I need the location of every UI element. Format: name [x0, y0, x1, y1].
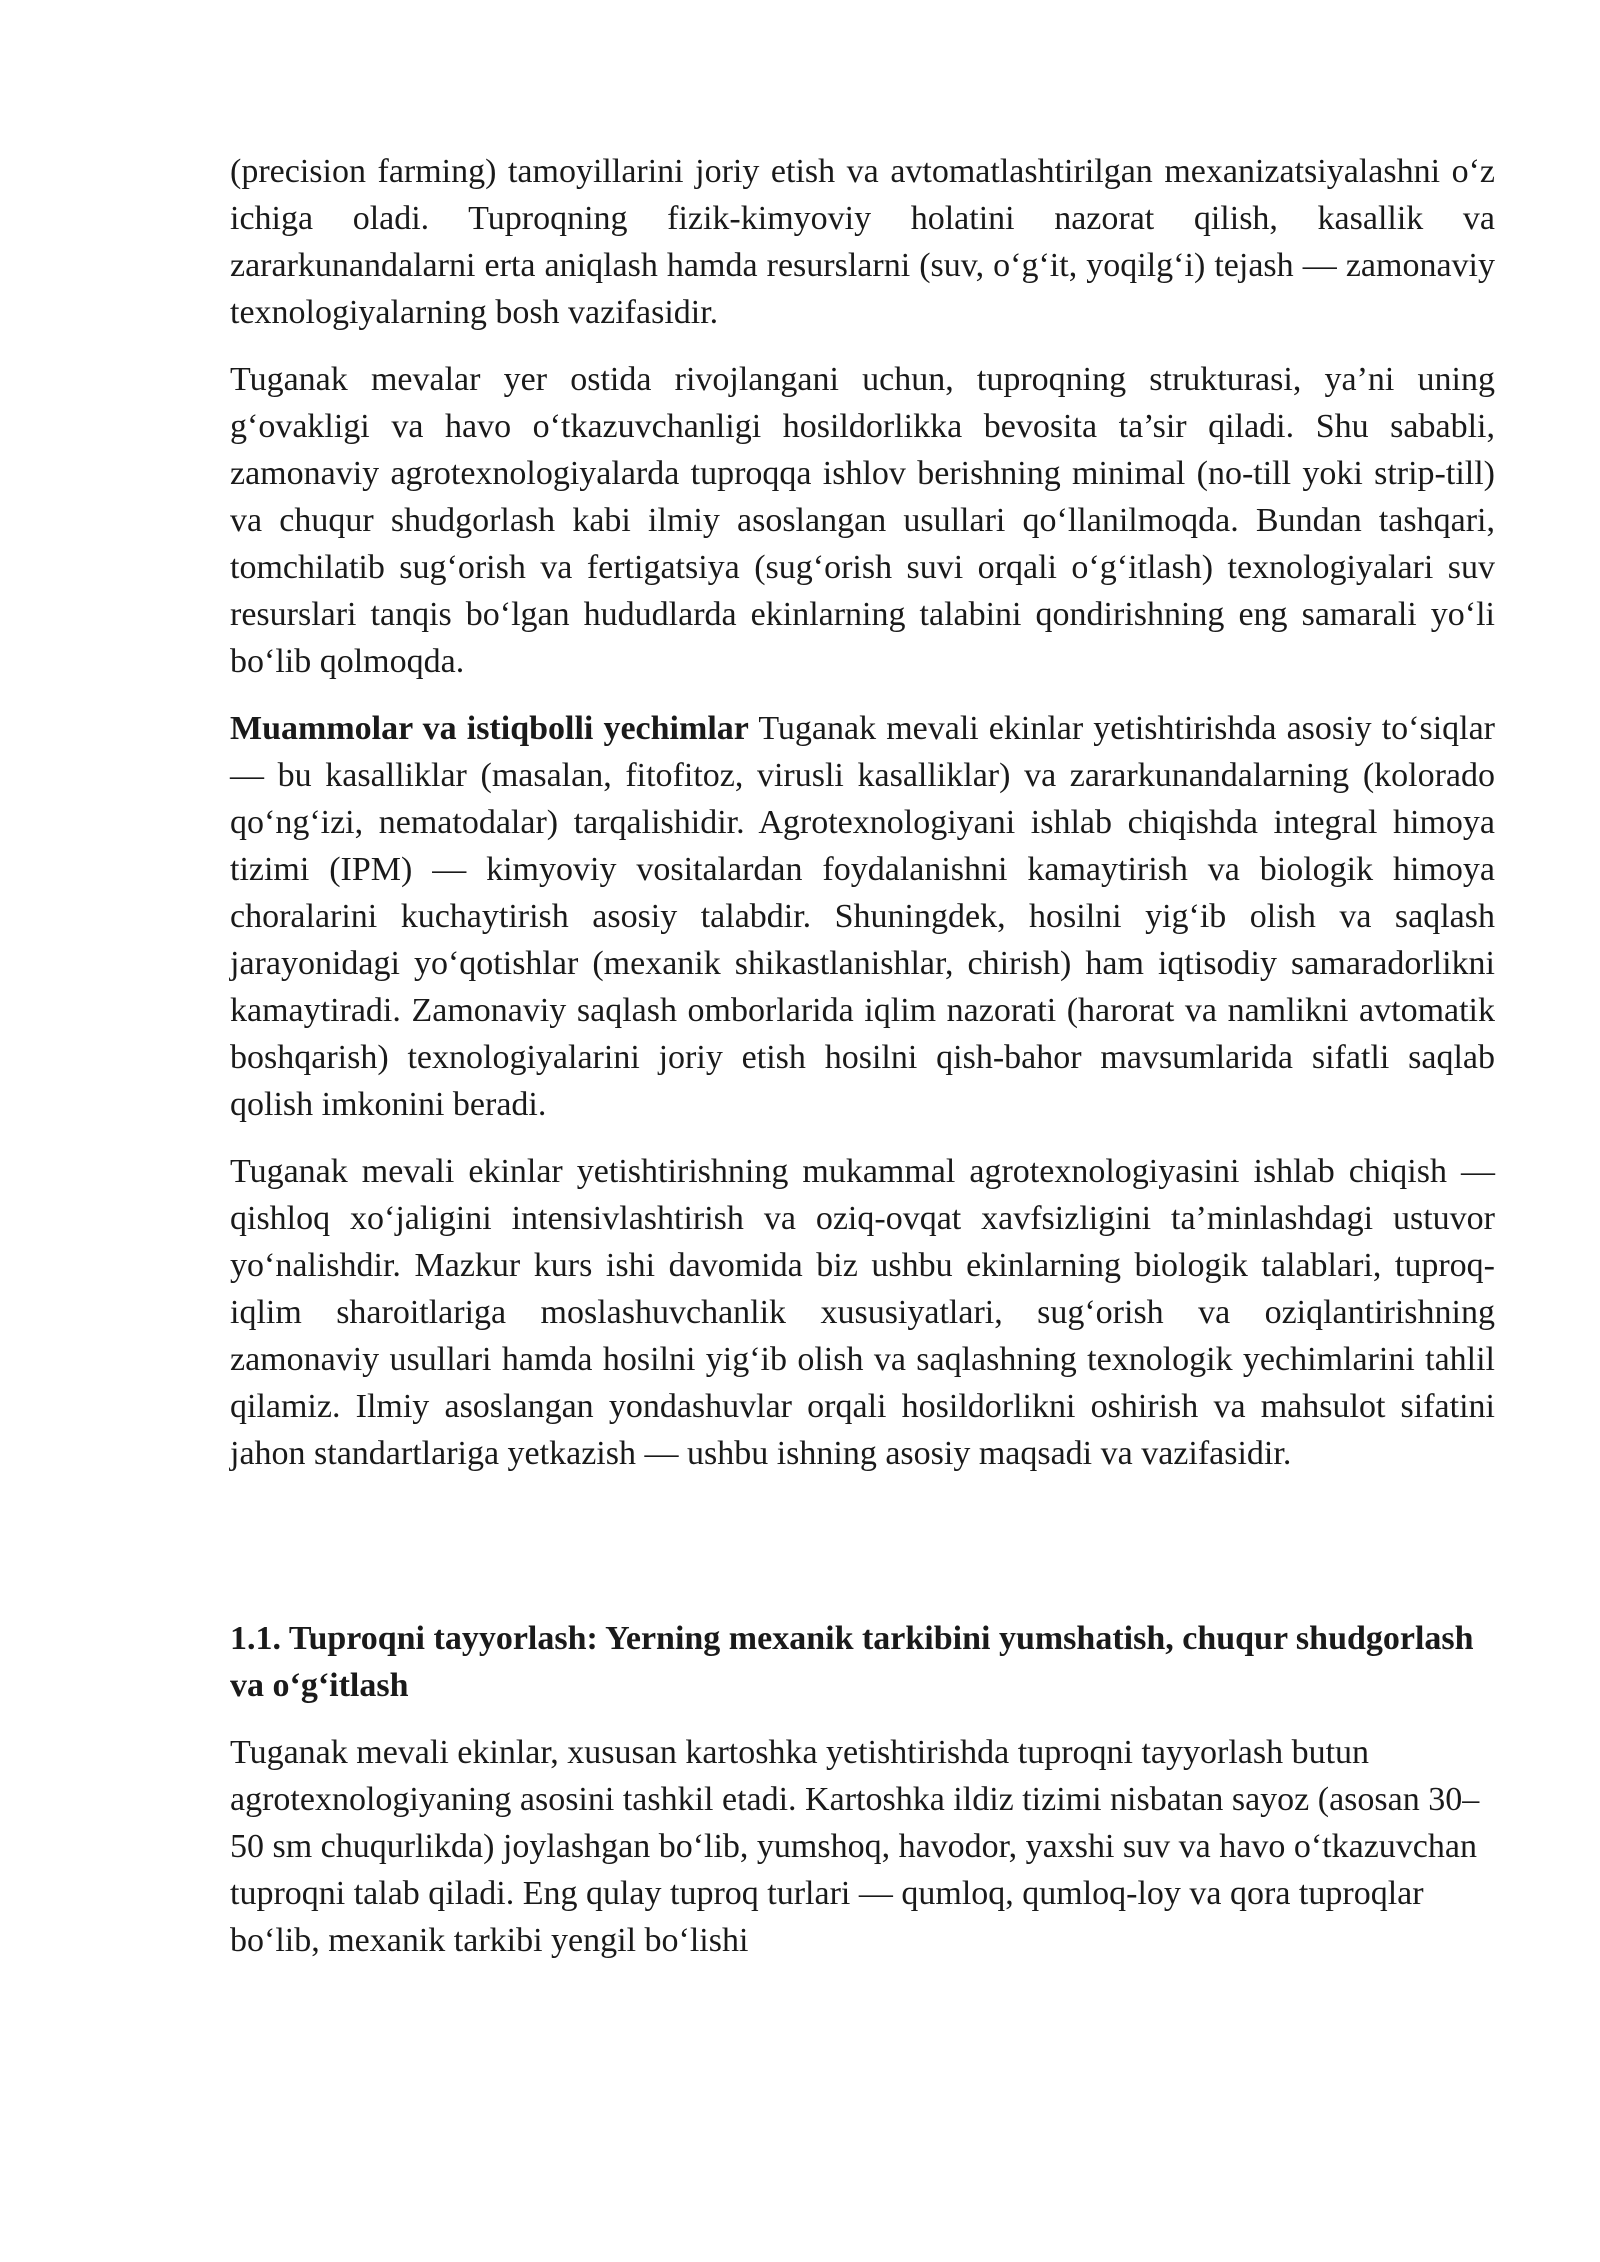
problems-lead-heading: Muammolar va istiqbolli yechimlar [230, 710, 749, 747]
paragraph-precision-farming: (precision farming) tamoyillarini joriy etish va avtomatlashtirilgan mexanizatsiyalashni o‘z ichiga oladi. Tuproqning fizik-kimyoviy holatini nazorat qilish, kasallik va zararkunandalarni erta aniqlash hamda resurslarni (suv, o‘g‘it, yoqilg‘i) tejash — zamonaviy texnologiyalarning bosh vazifasidir. [230, 153, 1495, 331]
paragraph-soil-structure: Tuganak mevalar yer ostida rivojlangani uchun, tuproqning strukturasi, ya’ni uning g‘ovakligi va havo o‘tkazuvchanligi hosildorlikka bevosita ta’sir qiladi. Shu sababli, zamonaviy agrotexnologiyalarda tuproqqa ishlov berishning minimal (no-till yoki strip-till) va chuqur shudgorlash kabi ilmiy asoslangan usullari qo‘llanilmoqda. Bundan tashqari, tomchilatib sug‘orish va fertigatsiya (sug‘orish suvi orqali o‘g‘itlash) texnologiyalari suv resurslari tanqis bo‘lgan hududlarda ekinlarning talabini qondirishning eng samarali yo‘li bo‘lib qolmoqda. [230, 361, 1495, 680]
paragraph-conclusion: Tuganak mevali ekinlar yetishtirishning mukammal agrotexnologiyasini ishlab chiqish — qishloq xo‘jaligini intensivlashtirish va oziq-ovqat xavfsizligini ta’minlashdagi ustuvor yo‘nalishdir. Mazkur kurs ishi davomida biz ushbu ekinlarning biologik talablari, tuproq-iqlim sharoitlariga moslashuvchanlik xususiyatlari, sug‘orish va oziqlantirishning zamonaviy usullari hamda hosilni yig‘ib olish va saqlashning texnologik yechimlarini tahlil qilamiz. Ilmiy asoslangan yondashuvlar orqali hosildorlikni oshirish va mahsulot sifatini jahon standartlariga yetkazish — ushbu ishning asosiy maqsadi va vazifasidir. [230, 1153, 1495, 1472]
paragraph-problems [230, 705, 1495, 1128]
section-paragraph: Tuganak mevali ekinlar, xususan kartoshka yetishtirishda tuproqni tayyorlash butun agrotexnologiyaning asosini tashkil etadi. Kartoshka ildiz tizimi nisbatan sayoz (asosan 30–50 sm chuqurlikda) joylashgan bo‘lib, yumshoq, havodor, yaxshi suv va havo o‘tkazuvchan tuproqni talab qiladi. Eng qulay tuproq turlari — qumloq, qumloq-loy va qora tuproqlar bo‘lib, mexanik tarkibi yengil bo‘lishi [230, 1734, 1480, 1959]
document-page [230, 148, 1495, 1984]
section-heading: 1.1. Tuproqni tayyorlash: Yerning mexanik tarkibini yumshatish, chuqur shudgorlash va o‘g‘itlash [230, 1620, 1474, 1704]
problems-text: Tuganak mevali ekinlar yetishtirishda asosiy to‘siqlar — bu kasalliklar (masalan, fitofitoz, virusli kasalliklar) va zararkunandalarning (kolorado qo‘ng‘izi, nematodalar) tarqalishidir. Agrotexnologiyani ishlab chiqishda integral himoya tizimi (IPM) — kimyoviy vositalardan foydalanishni kamaytirish va biologik himoya choralarini kuchaytirish asosiy talabdir. Shuningdek, hosilni yig‘ib olish va saqlash jarayonidagi yo‘qotishlar (mexanik shikastlanishlar, chirish) ham iqtisodiy samaradorlikni kamaytiradi. Zamonaviy saqlash omborlarida iqlim nazorati (harorat va namlikni avtomatik boshqarish) texnologiyalarini joriy etish hosilni qish-bahor mavsumlarida sifatli saqlab qolish imkonini beradi. [230, 710, 1495, 1123]
